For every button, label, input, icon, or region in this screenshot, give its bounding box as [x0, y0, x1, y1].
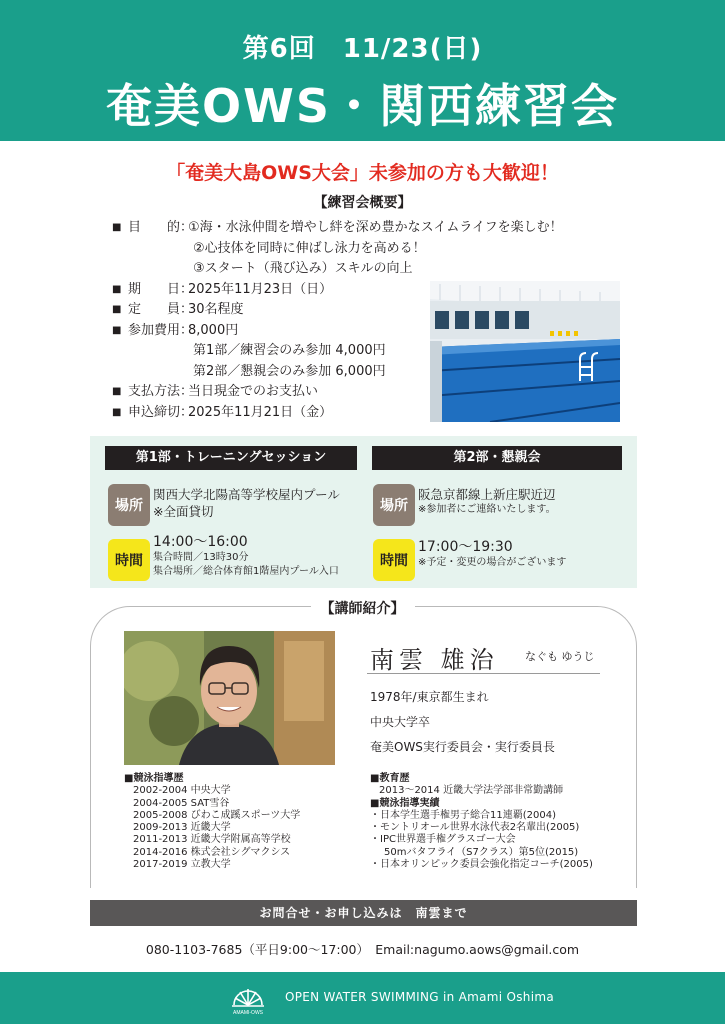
purpose-1: ①海・水泳仲間を増やし絆を深め豊かなスイムライフを楽しむ！: [188, 220, 563, 235]
coaching-heading: ■競泳指導歴: [124, 773, 184, 784]
session2-place-tag: 場所: [373, 484, 415, 526]
instructor-name: 南雲 雄治: [370, 646, 499, 674]
date-value: 2025年11月23日（日）: [188, 281, 333, 297]
fee-part2: 第2部／懇親会のみ参加 6,000円: [193, 363, 386, 379]
fee-part1: 第1部／練習会のみ参加 4,000円: [193, 343, 386, 358]
session2-place: 阪急京都線上新庄駅近辺: [418, 487, 556, 502]
session2-time-tag: 時間: [373, 539, 415, 581]
instructor-kana: なぐも ゆうじ: [525, 650, 595, 663]
purpose-2: ②心技体を同時に伸ばし泳力を高める！: [193, 240, 426, 256]
instructor-photo: [124, 631, 335, 765]
instructor-divider: [367, 673, 600, 674]
session1-time: 14:00〜16:00: [153, 534, 248, 550]
purpose-row: [112, 218, 592, 239]
bullet-icon: ■: [112, 304, 122, 315]
session1-heading: 第1部・トレーニングセッション: [105, 446, 357, 470]
bullet-icon: ■: [112, 222, 122, 233]
coaching-history: [124, 773, 300, 871]
contact-bar: お問合せ・お申し込みは 南雲まで: [90, 900, 637, 926]
session2-time-note: ※予定・変更の場合がございます: [418, 557, 567, 568]
capacity-value: 30名程度: [188, 302, 244, 317]
footer: [0, 972, 725, 1024]
bullet-icon: ■: [112, 324, 122, 336]
session1-time-block: [153, 534, 339, 579]
session1-place-tag: 場所: [108, 484, 150, 526]
fee-value: 8,000円: [188, 322, 239, 338]
education-heading: ■教育歴: [370, 773, 410, 784]
overview-heading: 【練習会概要】: [313, 195, 412, 211]
session2-heading: 第2部・懇親会: [372, 446, 622, 470]
fee-label: 参加費用：: [128, 322, 194, 338]
instructor-heading-text: 【講師紹介】: [311, 601, 415, 617]
achievement-item: ・日本学生選手権男子総合11連覇(2004): [370, 809, 556, 821]
logo-text: AMAMI-OWS: [233, 1010, 263, 1016]
bullet-icon: ■: [112, 386, 122, 397]
deadline-value: 2025年11月21日（金）: [188, 404, 333, 420]
achievement-item: ・日本オリンピック委員会強化指定コーチ(2005): [370, 859, 593, 871]
session2-place-note: ※参加者にご連絡いたします。: [418, 504, 556, 515]
education-achievements: [370, 773, 593, 871]
session1-place-block: [153, 486, 340, 520]
bullet-icon: ■: [112, 283, 122, 295]
profile-line: 中央大学卒: [370, 715, 431, 729]
header-banner: [0, 0, 725, 141]
pool-photo: [430, 281, 620, 422]
session1-time-tag: 時間: [108, 539, 150, 581]
welcome-message: 「奄美大島OWS大会」未参加の方も大歓迎！: [166, 162, 559, 184]
achievement-item: 50mバタフライ（S7クラス）第5位(2015): [384, 846, 579, 858]
purpose-label: 目 的：: [128, 220, 194, 235]
session1-meet-place: 集合場所／総合体育館1階屋内プール入口: [153, 566, 339, 577]
event-title: 奄美OWS・関西練習会: [106, 79, 619, 133]
payment-label: 支払方法：: [128, 384, 194, 399]
purpose-3: ③スタート（飛び込み）スキルの向上: [193, 261, 413, 276]
coaching-item: 2005-2008 びわこ成蹊スポーツ大学: [133, 809, 301, 821]
session1-place: 関西大学北陽高等学校屋内プール: [153, 487, 340, 502]
instructor-profile: [370, 685, 555, 760]
sessions-panel: [90, 436, 637, 588]
amami-ows-logo-icon: [228, 983, 268, 1017]
coaching-item: 2011-2013 近畿大学附属高等学校: [133, 834, 291, 846]
date-label: 期 日：: [128, 281, 194, 297]
profile-line: 奄美OWS実行委員会・実行委員長: [370, 740, 555, 754]
deadline-label: 申込締切：: [128, 404, 194, 420]
achievement-item: ・モントリオール世界水泳代表2名輩出(2005): [370, 822, 580, 834]
achievements-heading: ■競泳指導実績: [370, 797, 440, 809]
session2-time: 17:00〜19:30: [418, 539, 513, 555]
contact-details[interactable]: 080-1103-7685（平日9:00〜17:00） Email:nagumo.aows@gmail.com: [145, 942, 580, 957]
capacity-label: 定 員：: [128, 302, 194, 317]
bullet-icon: ■: [112, 406, 122, 418]
coaching-item: 2009-2013 近畿大学: [133, 822, 231, 834]
education-item: 2013〜2014 近畿大学法学部非常勤講師: [379, 785, 564, 797]
profile-line: 1978年/東京都生まれ: [370, 690, 489, 704]
footer-tagline: OPEN WATER SWIMMING in Amami Oshima: [285, 990, 554, 1004]
coaching-item: 2002-2004 中央大学: [133, 785, 231, 797]
coaching-item: 2017-2019 立教大学: [133, 859, 231, 871]
session1-place-note: ※全面貸切: [153, 504, 214, 519]
event-date-subtitle: 第6回 11/23(日): [242, 34, 483, 64]
session1-meet-time: 集合時間／13時30分: [153, 552, 249, 563]
session2-time-block: [418, 539, 566, 570]
session2-place-block: [418, 486, 556, 517]
achievement-item: ・IPC世界選手権グラスゴー大会: [370, 834, 516, 846]
payment-value: 当日現金でのお支払い: [188, 384, 319, 399]
coaching-item: 2014-2016 株式会社シグマクシス: [133, 846, 291, 858]
coaching-item: 2004-2005 SAT雪谷: [133, 797, 230, 809]
instructor-heading: [0, 598, 725, 618]
